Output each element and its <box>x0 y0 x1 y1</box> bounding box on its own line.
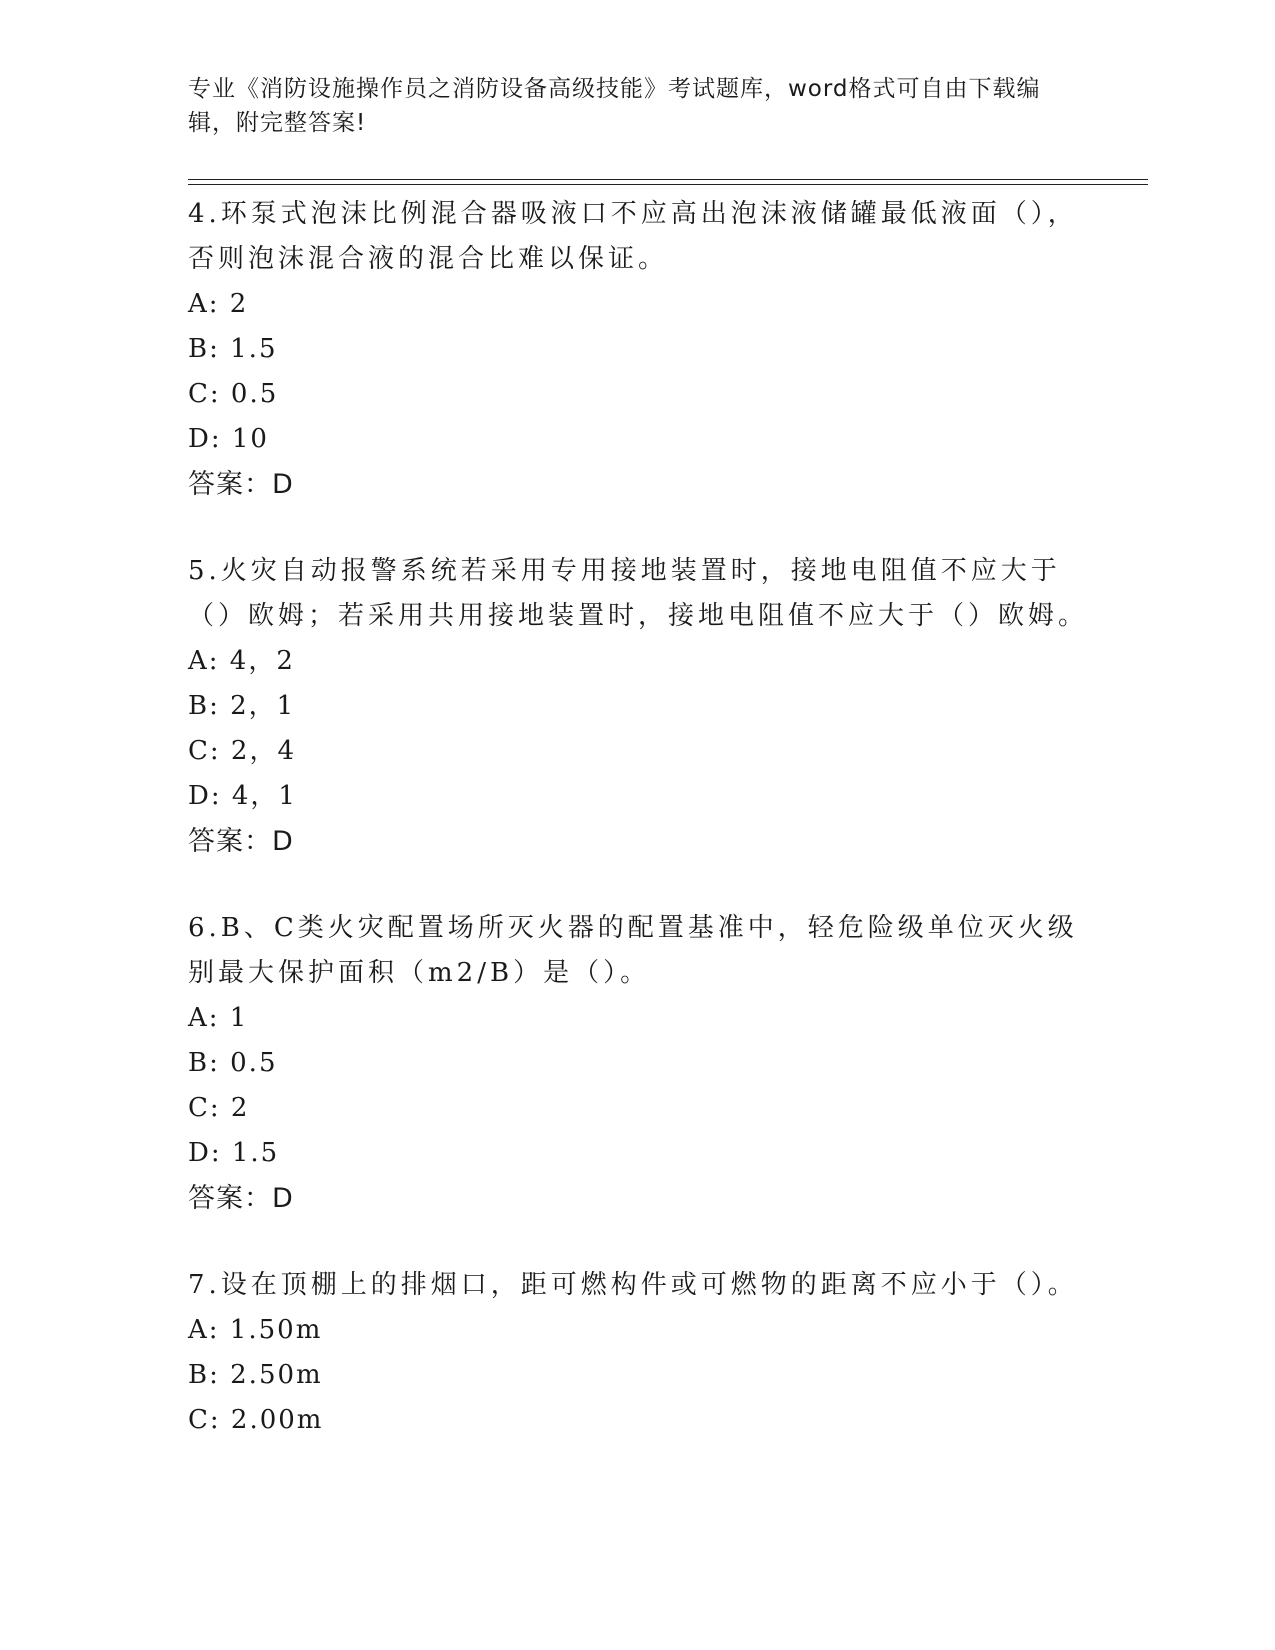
answer-line: 答案：D <box>188 1183 294 1214</box>
option-d: D: 1.5 <box>188 1138 280 1168</box>
document-header: 专业《消防设施操作员之消防设备高级技能》考试题库，word格式可自由下载编辑，附完整答案! <box>188 76 1041 136</box>
question-7 <box>188 1263 1088 1443</box>
answer-line: 答案：D <box>188 826 294 857</box>
option-b: B: 1.5 <box>188 334 278 364</box>
question-list <box>188 192 1088 1485</box>
option-b: B: 0.5 <box>188 1048 278 1078</box>
header-divider-top <box>188 179 1148 180</box>
header-divider-bottom <box>188 184 1148 185</box>
option-a: A: 4，2 <box>188 646 295 676</box>
question-6 <box>188 906 1088 1221</box>
option-c: C: 2.00m <box>188 1405 324 1435</box>
question-5 <box>188 549 1088 864</box>
question-4 <box>188 192 1088 507</box>
option-c: C: 2 <box>188 1093 250 1123</box>
question-stem: 5.火灾自动报警系统若采用专用接地装置时，接地电阻值不应大于（）欧姆；若采用共用接地装置时，接地电阻值不应大于（）欧姆。 <box>188 556 1089 631</box>
question-stem: 4.环泵式泡沫比例混合器吸液口不应高出泡沫液储罐最低液面（），否则泡沫混合液的混合比难以保证。 <box>188 199 1078 274</box>
option-a: A: 1.50m <box>188 1315 323 1345</box>
option-b: B: 2.50m <box>188 1360 323 1390</box>
option-c: C: 0.5 <box>188 379 279 409</box>
question-stem: 7.设在顶棚上的排烟口，距可燃构件或可燃物的距离不应小于（）。 <box>188 1270 1078 1300</box>
option-c: C: 2，4 <box>188 736 297 766</box>
option-a: A: 2 <box>188 289 249 319</box>
option-d: D: 10 <box>188 424 269 454</box>
question-stem: 6.B、C类火灾配置场所灭火器的配置基准中，轻危险级单位灭火级别最大保护面积（m2/B）是（）。 <box>188 913 1078 988</box>
option-b: B: 2，1 <box>188 691 296 721</box>
answer-line: 答案：D <box>188 469 294 500</box>
option-d: D: 4，1 <box>188 781 297 811</box>
option-a: A: 1 <box>188 1003 249 1033</box>
